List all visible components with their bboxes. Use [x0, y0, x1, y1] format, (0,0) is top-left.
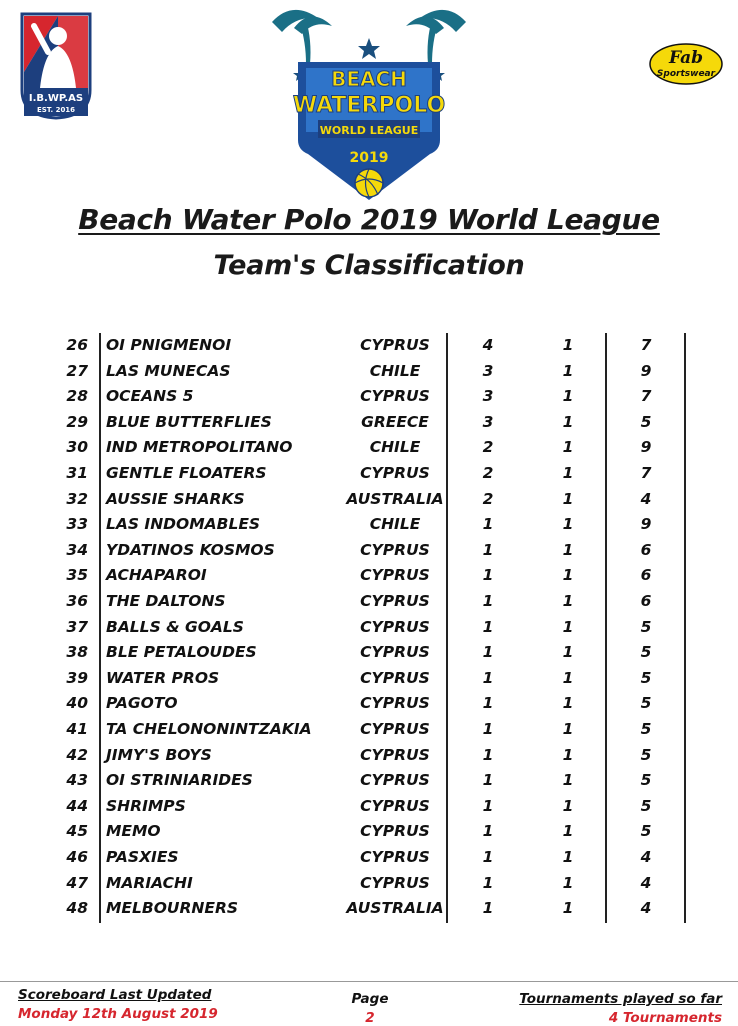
stat-c-cell: 9	[640, 438, 652, 457]
stat-b-cell: 1	[562, 873, 574, 892]
country-cell: CHILE	[369, 361, 421, 380]
stat-c-cell: 4	[640, 489, 652, 508]
water-polo-ball-icon	[355, 169, 383, 197]
stat-c-cell: 7	[640, 336, 652, 354]
stat-c-cell: 9	[640, 361, 652, 380]
country-cell: AUSTRALIA	[346, 899, 444, 918]
page-title: Beach Water Polo 2019 World League	[78, 203, 660, 236]
logo-word-beach: BEACH	[331, 67, 407, 91]
rank-cell: 32	[66, 489, 88, 508]
team-name-cell: WATER PROS	[106, 668, 220, 687]
stat-a-cell: 2	[482, 438, 494, 457]
stat-c-cell: 5	[640, 796, 652, 815]
table-row	[0, 384, 738, 410]
logo-year: 2019	[349, 150, 389, 166]
country-cell: CYPRUS	[360, 668, 430, 687]
country-cell: CYPRUS	[360, 796, 430, 815]
rank-cell: 35	[66, 566, 88, 585]
palm-tree-icon	[406, 10, 466, 64]
country-cell: CYPRUS	[360, 745, 430, 764]
logo-word-world-league: WORLD LEAGUE	[319, 124, 419, 137]
table-row	[0, 615, 738, 641]
stat-a-cell: 1	[482, 822, 494, 841]
stat-c-cell: 4	[640, 848, 652, 866]
stat-a-cell: 3	[482, 387, 494, 406]
stat-b-cell: 1	[562, 387, 574, 406]
fab-logo-sub: Sportswear	[656, 69, 716, 79]
stat-a-cell: 1	[482, 592, 494, 610]
rank-cell: 36	[66, 592, 88, 610]
stat-c-cell: 5	[640, 822, 652, 841]
stat-c-cell: 5	[640, 643, 652, 662]
team-name-cell: AUSSIE SHARKS	[106, 489, 245, 508]
country-cell: CYPRUS	[360, 720, 430, 738]
country-cell: CYPRUS	[360, 566, 430, 585]
country-cell: AUSTRALIA	[346, 489, 444, 508]
table-row	[0, 435, 738, 461]
team-name-cell: IND METROPOLITANO	[106, 438, 293, 457]
stat-a-cell: 1	[482, 745, 494, 764]
stat-c-cell: 6	[640, 566, 652, 585]
footer-divider	[0, 981, 738, 982]
rank-cell: 33	[66, 515, 88, 534]
stat-a-cell: 1	[482, 720, 494, 738]
team-name-cell: GENTLE FLOATERS	[106, 464, 267, 482]
stat-c-cell: 6	[640, 592, 652, 610]
logo-word-waterpolo: WATERPOLO	[292, 93, 446, 118]
rank-cell: 34	[66, 540, 88, 559]
rank-cell: 37	[66, 617, 88, 636]
country-cell: CYPRUS	[360, 464, 430, 482]
rank-cell: 46	[66, 848, 88, 866]
team-name-cell: LAS INDOMABLES	[106, 515, 261, 534]
country-cell: GREECE	[361, 412, 429, 431]
stat-b-cell: 1	[562, 643, 574, 662]
stat-a-cell: 1	[482, 668, 494, 687]
stat-b-cell: 1	[562, 489, 574, 508]
team-name-cell: OI PNIGMENOI	[106, 336, 232, 354]
stat-b-cell: 1	[562, 336, 574, 354]
stat-c-cell: 9	[640, 515, 652, 534]
team-name-cell: ACHAPAROI	[106, 566, 207, 585]
team-name-cell: MARIACHI	[106, 873, 193, 892]
table-row	[0, 666, 738, 692]
team-name-cell: LAS MUNECAS	[106, 361, 231, 380]
ibwpas-logo-est: EST. 2016	[36, 106, 76, 114]
stat-a-cell: 4	[482, 336, 494, 354]
stat-a-cell: 2	[482, 464, 494, 482]
stat-b-cell: 1	[562, 745, 574, 764]
stat-b-cell: 1	[562, 668, 574, 687]
team-name-cell: TA CHELONONINTZAKIA	[106, 720, 312, 738]
team-name-cell: PASXIES	[106, 848, 179, 866]
table-row	[0, 487, 738, 513]
tournaments-value: 4 Tournaments	[608, 1010, 722, 1026]
country-cell: CYPRUS	[360, 336, 430, 354]
stat-a-cell: 1	[482, 848, 494, 866]
stat-a-cell: 3	[482, 361, 494, 380]
rank-cell: 45	[66, 822, 88, 841]
rank-cell: 48	[66, 899, 88, 918]
country-cell: CHILE	[369, 515, 421, 534]
table-row	[0, 461, 738, 487]
country-cell: CYPRUS	[360, 617, 430, 636]
stat-c-cell: 7	[640, 464, 652, 482]
stat-b-cell: 1	[562, 796, 574, 815]
stat-a-cell: 1	[482, 899, 494, 918]
page-number: 2	[365, 1010, 375, 1026]
stat-a-cell: 3	[482, 412, 494, 431]
rank-cell: 43	[66, 771, 88, 790]
country-cell: CYPRUS	[360, 592, 430, 610]
stat-b-cell: 1	[562, 720, 574, 738]
table-row	[0, 538, 738, 564]
team-name-cell: JIMY'S BOYS	[106, 745, 212, 764]
table-row	[0, 845, 738, 871]
rank-cell: 47	[66, 873, 88, 892]
stat-c-cell: 5	[640, 412, 652, 431]
stat-b-cell: 1	[562, 464, 574, 482]
stat-a-cell: 1	[482, 796, 494, 815]
team-name-cell: BLE PETALOUDES	[106, 643, 257, 662]
palm-tree-icon	[272, 10, 332, 64]
table-row	[0, 794, 738, 820]
page-label: Page	[351, 991, 389, 1007]
stat-b-cell: 1	[562, 694, 574, 713]
stat-c-cell: 5	[640, 668, 652, 687]
stat-c-cell: 5	[640, 694, 652, 713]
team-name-cell: OI STRINIARIDES	[106, 771, 253, 790]
rank-cell: 44	[66, 796, 88, 815]
stat-c-cell: 4	[640, 873, 652, 892]
stat-a-cell: 1	[482, 566, 494, 585]
standings-table	[0, 333, 738, 923]
rank-cell: 40	[66, 694, 88, 713]
stat-b-cell: 1	[562, 617, 574, 636]
stat-c-cell: 4	[640, 899, 652, 918]
stat-b-cell: 1	[562, 438, 574, 457]
country-cell: CYPRUS	[360, 643, 430, 662]
tournaments-label: Tournaments played so far	[519, 991, 722, 1007]
rank-cell: 28	[66, 387, 88, 406]
stat-a-cell: 1	[482, 643, 494, 662]
stat-a-cell: 2	[482, 489, 494, 508]
team-name-cell: MEMO	[106, 822, 161, 841]
table-row	[0, 512, 738, 538]
team-name-cell: YDATINOS KOSMOS	[106, 540, 275, 559]
stat-b-cell: 1	[562, 822, 574, 841]
rank-cell: 39	[66, 668, 88, 687]
team-name-cell: BLUE BUTTERFLIES	[106, 412, 272, 431]
stat-a-cell: 1	[482, 873, 494, 892]
rank-cell: 27	[66, 361, 88, 380]
stat-c-cell: 7	[640, 387, 652, 406]
stat-b-cell: 1	[562, 848, 574, 866]
table-row	[0, 717, 738, 743]
ibwpas-logo-text: I.B.WP.AS	[28, 93, 84, 104]
fab-logo-word: Fab	[668, 48, 704, 68]
stat-a-cell: 1	[482, 771, 494, 790]
stat-b-cell: 1	[562, 771, 574, 790]
country-cell: CYPRUS	[360, 694, 430, 713]
country-cell: CYPRUS	[360, 873, 430, 892]
rank-cell: 42	[66, 745, 88, 764]
country-cell: CYPRUS	[360, 387, 430, 406]
stat-b-cell: 1	[562, 899, 574, 918]
rank-cell: 31	[66, 464, 88, 482]
rank-cell: 41	[66, 720, 88, 738]
country-cell: CYPRUS	[360, 540, 430, 559]
table-row	[0, 333, 738, 359]
stat-c-cell: 5	[640, 617, 652, 636]
ibwpas-logo	[18, 12, 94, 120]
stat-a-cell: 1	[482, 515, 494, 534]
stat-b-cell: 1	[562, 361, 574, 380]
stat-c-cell: 5	[640, 720, 652, 738]
last-updated-label: Scoreboard Last Updated	[18, 987, 212, 1003]
stat-c-cell: 5	[640, 745, 652, 764]
table-row	[0, 896, 738, 922]
table-row	[0, 410, 738, 436]
stat-a-cell: 1	[482, 540, 494, 559]
rank-cell: 38	[66, 643, 88, 662]
team-name-cell: OCEANS 5	[106, 387, 194, 406]
rank-cell: 30	[66, 438, 88, 457]
stat-b-cell: 1	[562, 515, 574, 534]
team-name-cell: SHRIMPS	[106, 796, 186, 815]
stat-a-cell: 1	[482, 694, 494, 713]
stat-b-cell: 1	[562, 592, 574, 610]
page-subtitle: Team's Classification	[213, 250, 525, 281]
table-row	[0, 743, 738, 769]
stat-b-cell: 1	[562, 566, 574, 585]
country-cell: CYPRUS	[360, 822, 430, 841]
country-cell: CYPRUS	[360, 848, 430, 866]
team-name-cell: MELBOURNERS	[106, 899, 239, 918]
beach-waterpolo-logo	[266, 0, 472, 206]
stat-a-cell: 1	[482, 617, 494, 636]
rank-cell: 26	[66, 336, 88, 354]
team-name-cell: THE DALTONS	[106, 592, 226, 610]
last-updated-value: Monday 12th August 2019	[18, 1006, 218, 1022]
rank-cell: 29	[66, 412, 88, 431]
team-name-cell: PAGOTO	[106, 694, 178, 713]
table-row	[0, 563, 738, 589]
table-row	[0, 691, 738, 717]
stat-c-cell: 5	[640, 771, 652, 790]
stat-b-cell: 1	[562, 412, 574, 431]
stat-c-cell: 6	[640, 540, 652, 559]
country-cell: CYPRUS	[360, 771, 430, 790]
table-row	[0, 768, 738, 794]
table-row	[0, 819, 738, 845]
table-row	[0, 359, 738, 385]
stat-b-cell: 1	[562, 540, 574, 559]
table-row	[0, 640, 738, 666]
team-name-cell: BALLS & GOALS	[106, 617, 244, 636]
fab-sportswear-logo	[648, 40, 724, 92]
table-row	[0, 871, 738, 897]
country-cell: CHILE	[369, 438, 421, 457]
table-row	[0, 589, 738, 615]
